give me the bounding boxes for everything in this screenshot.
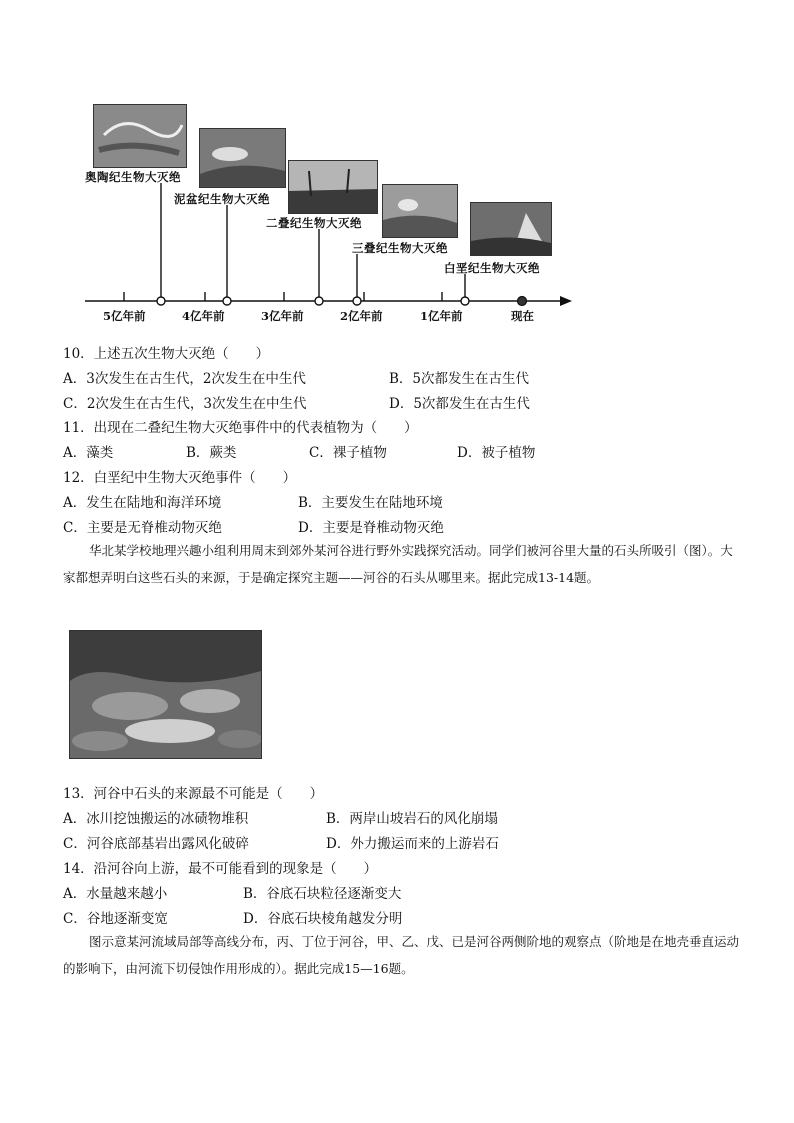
tick-label: 5亿年前 bbox=[103, 309, 146, 323]
question-12-stem: 12．白垩纪中生物大灭绝事件（ ） bbox=[63, 470, 297, 486]
question-11-option-a: A．藻类 bbox=[63, 445, 114, 461]
question-13-option-d: D．外力搬运而来的上游岩石 bbox=[326, 836, 499, 852]
question-11-option-c: C．裸子植物 bbox=[309, 445, 387, 461]
tick-label: 3亿年前 bbox=[261, 309, 304, 323]
question-10-option-a: A．3次发生在古生代，2次发生在中生代 bbox=[63, 371, 306, 387]
question-10-option-c: C．2次发生在古生代，3次发生在中生代 bbox=[63, 396, 307, 412]
question-13-option-b: B．两岸山坡岩石的风化崩塌 bbox=[326, 811, 498, 827]
tick-label: 现在 bbox=[511, 309, 534, 323]
question-13-option-c: C．河谷底部基岩出露风化破碎 bbox=[63, 836, 249, 852]
question-12-option-a: A．发生在陆地和海洋环境 bbox=[63, 495, 222, 511]
river-valley-photo bbox=[69, 630, 262, 759]
question-14-option-a: A．水量越来越小 bbox=[63, 886, 168, 902]
question-13-option-a: A．冰川挖蚀搬运的冰碛物堆积 bbox=[63, 811, 249, 827]
event-label-cretaceous: 白垩纪生物大灭绝 bbox=[444, 261, 540, 275]
event-label-triassic: 三叠纪生物大灭绝 bbox=[352, 241, 448, 255]
question-12-option-c: C．主要是无脊椎动物灭绝 bbox=[63, 520, 222, 536]
question-14-option-c: C．谷地逐渐变宽 bbox=[63, 911, 168, 927]
question-12-option-b: B．主要发生在陆地环境 bbox=[298, 495, 443, 511]
tick-label: 4亿年前 bbox=[182, 309, 225, 323]
question-11-option-d: D．被子植物 bbox=[457, 445, 536, 461]
event-label-ordovician: 奥陶纪生物大灭绝 bbox=[85, 170, 181, 184]
question-14-option-d: D．谷底石块棱角越发分明 bbox=[243, 911, 403, 927]
question-10-stem: 10．上述五次生物大灭绝（ ） bbox=[63, 346, 270, 362]
passage-15-16: 图示意某河流域局部等高线分布，丙、丁位于河谷，甲、乙、戊、已是河谷两侧阶地的观察点（阶地是在地壳垂直运动的影响下，由河流下切侵蚀作用形成的）。据此完成15—16题。 bbox=[63, 934, 740, 976]
question-10-option-d: D．5次都发生在古生代 bbox=[389, 396, 530, 412]
tick-label: 2亿年前 bbox=[340, 309, 383, 323]
timeline-axis bbox=[0, 0, 794, 340]
question-12-option-d: D．主要是脊椎动物灭绝 bbox=[298, 520, 444, 536]
question-13-stem: 13．河谷中石头的来源最不可能是（ ） bbox=[63, 786, 324, 802]
question-14-option-b: B．谷底石块粒径逐渐变大 bbox=[243, 886, 402, 902]
event-label-permian: 二叠纪生物大灭绝 bbox=[266, 216, 362, 230]
question-14-stem: 14．沿河谷向上游，最不可能看到的现象是（ ） bbox=[63, 861, 378, 877]
event-label-devonian: 泥盆纪生物大灭绝 bbox=[174, 192, 270, 206]
tick-label: 1亿年前 bbox=[420, 309, 463, 323]
question-10-option-b: B．5次都发生在古生代 bbox=[389, 371, 530, 387]
question-11-stem: 11．出现在二叠纪生物大灭绝事件中的代表植物为（ ） bbox=[63, 420, 418, 436]
question-11-option-b: B．蕨类 bbox=[186, 445, 237, 461]
passage-13-14: 华北某学校地理兴趣小组利用周末到郊外某河谷进行野外实践探究活动。同学们被河谷里大量的石头所吸引（图）。大家都想弄明白这些石头的来源，于是确定探究主题——河谷的石头从哪里来。据此完成13-14题。 bbox=[63, 543, 733, 585]
